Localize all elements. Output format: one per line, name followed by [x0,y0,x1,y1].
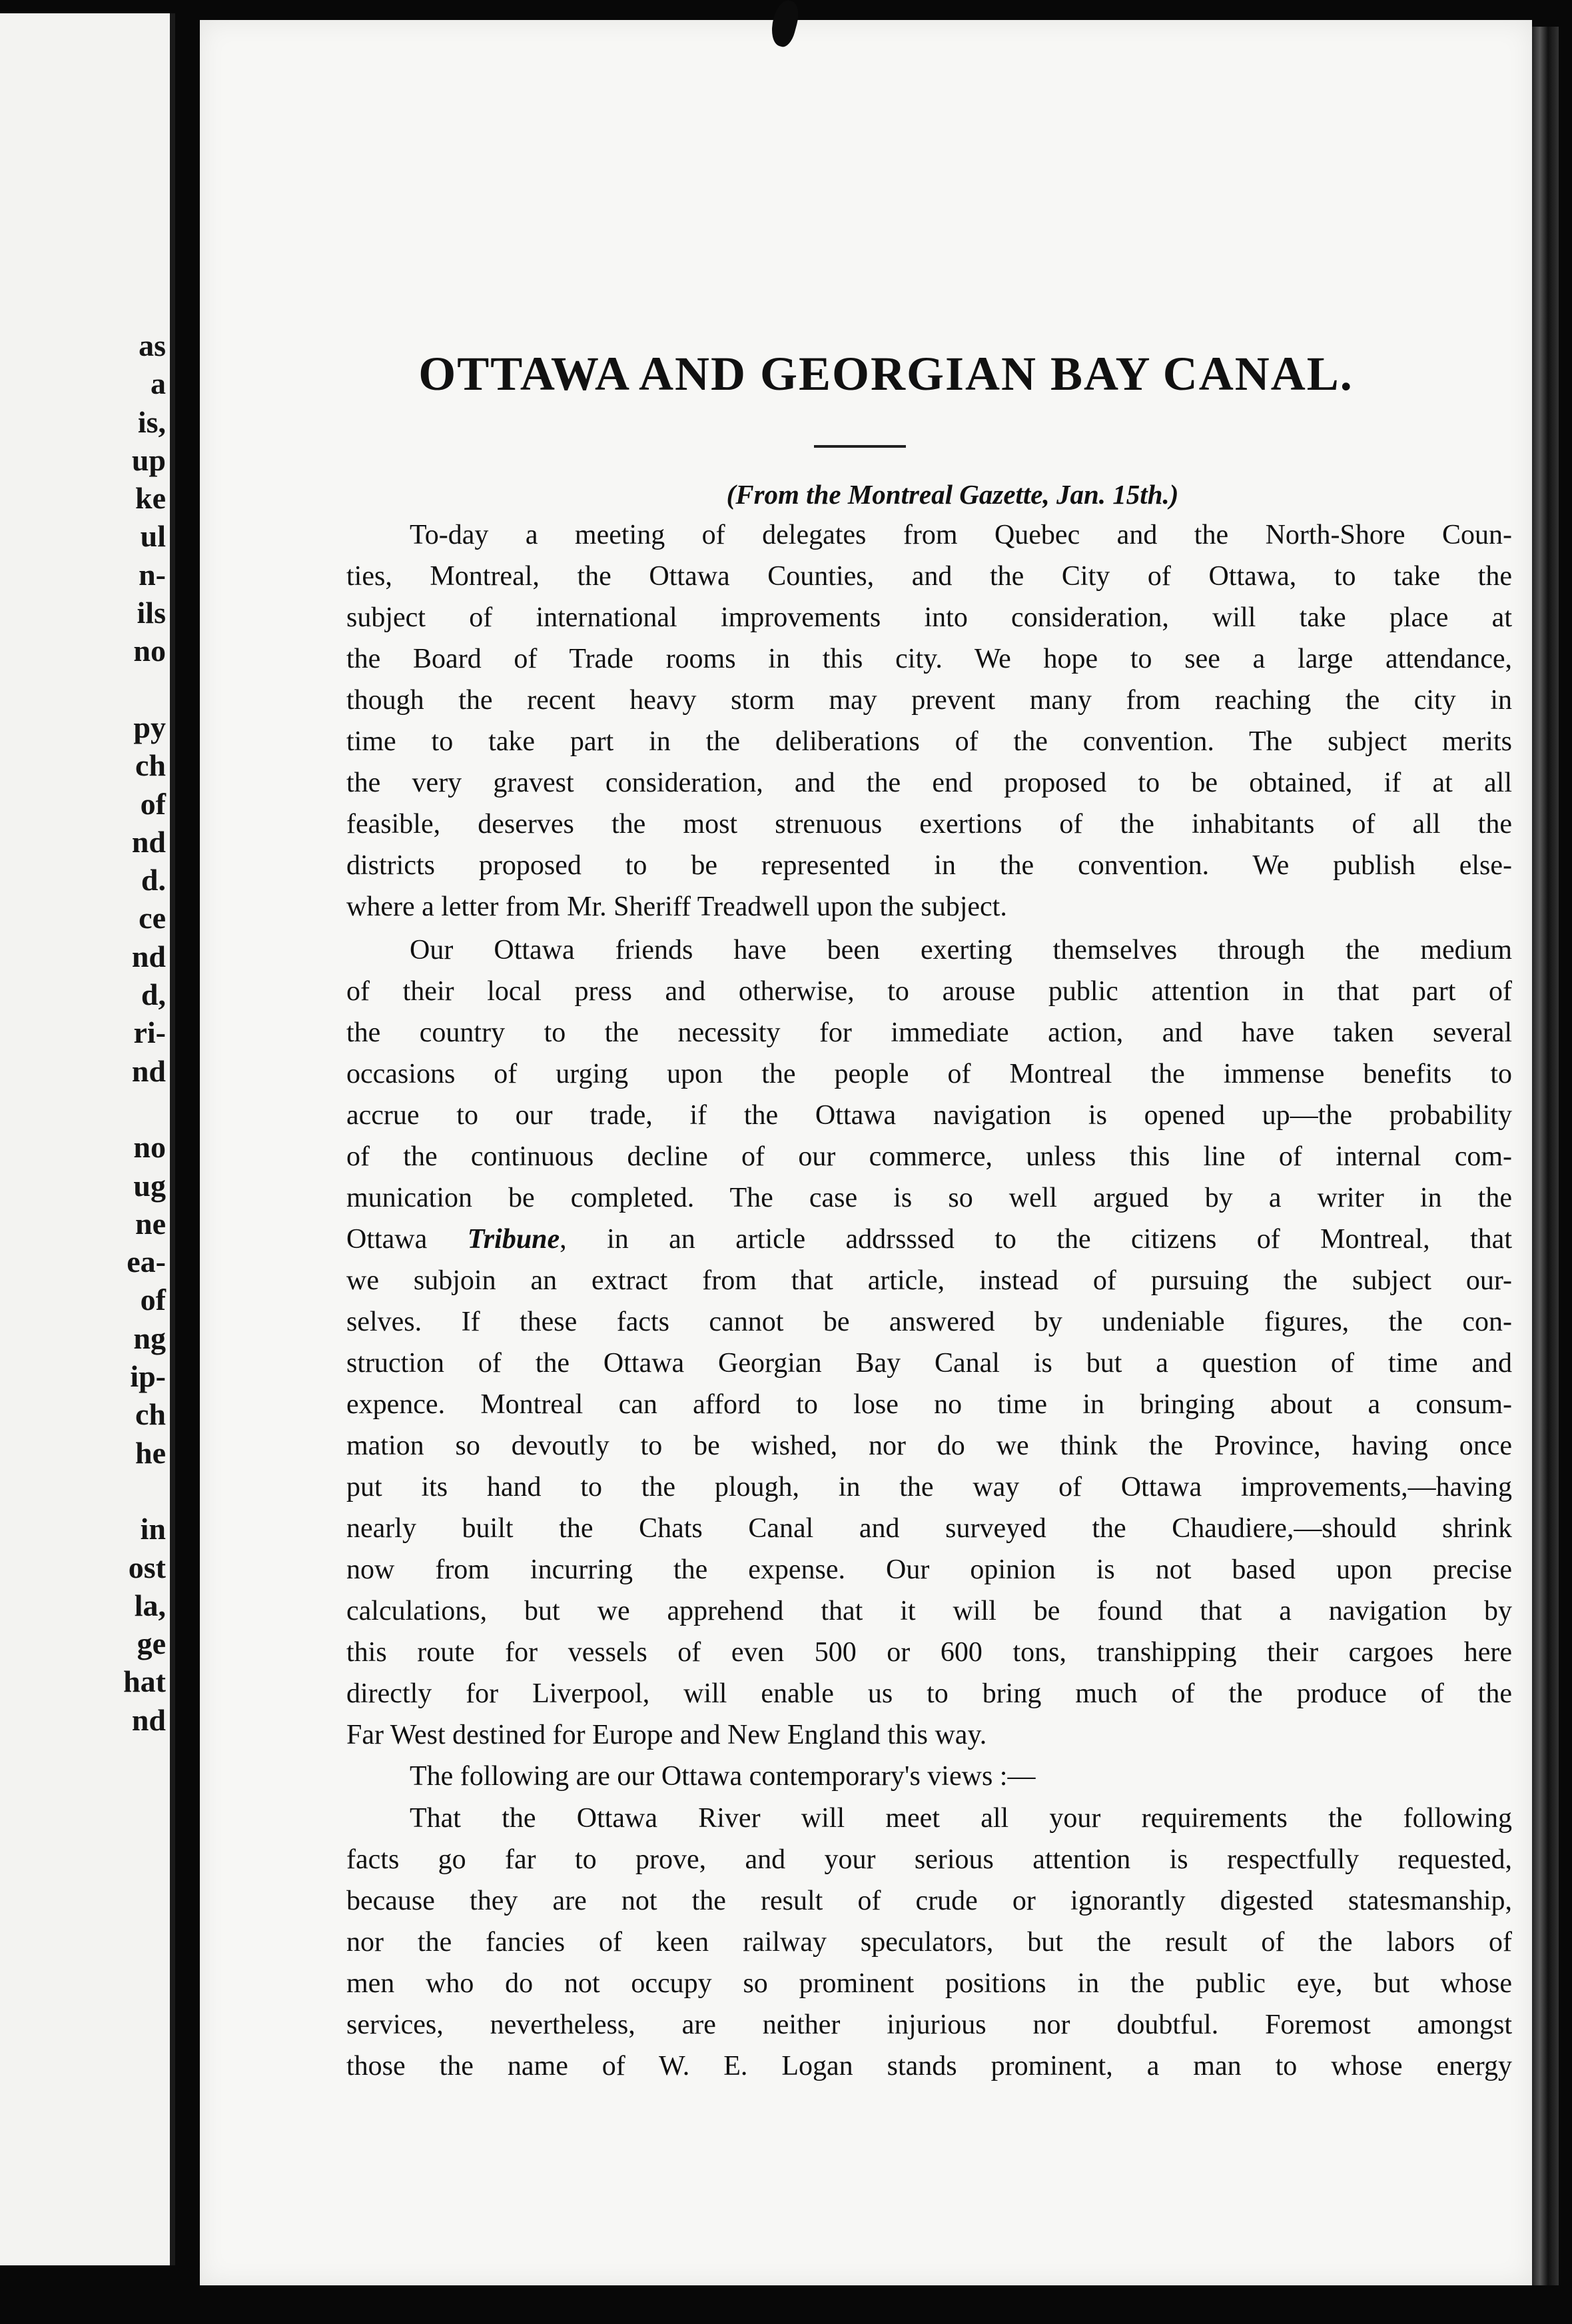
text-line: expence. Montreal can afford to lose no time in bringing about a consum- [346,1389,1512,1420]
text-line: That the Ottawa River will meet all your requirements the following [410,1803,1512,1834]
fragment-line: d, [141,977,166,1012]
fragment-line: as [139,328,166,362]
fragment-line: in [140,1512,166,1546]
fragment-line: ce [139,901,166,935]
text-line [346,1219,1512,1260]
text-line: districts proposed to be represented in the convention. We publish else- [346,850,1512,881]
text-line: put its hand to the plough, in the way of Ottawa improvements,—having [346,1472,1512,1502]
paragraph-1 [346,514,1512,927]
article-title: OTTAWA AND GEORGIAN BAY CANAL. [418,347,1354,400]
fragment-line: ge [137,1626,166,1661]
fragment-line: no [133,1130,166,1165]
text-line: this route for vessels of even 500 or 600 tons, transhipping their cargoes here [346,1637,1512,1668]
text-line: the Board of Trade rooms in this city. We hope to see a large attendance, [346,644,1512,674]
paragraph-4 [346,1798,1512,2087]
fragment-line: ch [135,748,166,783]
fragment-line: hat [123,1664,166,1699]
facing-page-text [33,326,166,1739]
paragraph-3 [346,1756,1512,1797]
page [200,20,1532,2285]
text-line: Our Ottawa friends have been exerting themselves through the medium [410,935,1512,965]
text-line: those the name of W. E. Logan stands prominent, a man to whose energy [346,2051,1512,2081]
text-line: services, nevertheless, are neither injurious nor doubtful. Foremost amongst [346,2010,1512,2040]
title-rule [814,445,906,448]
text-line: time to take part in the deliberations of the convention. The subject merits [346,726,1512,757]
text-line: directly for Liverpool, will enable us to bring much of the produce of the [346,1678,1512,1709]
fragment-line: nd [131,939,166,973]
text-line: To-day a meeting of delegates from Quebec and the North-Shore Coun- [410,520,1512,550]
fragment-line: py [133,710,166,744]
text-line: facts go far to prove, and your serious attention is respectfully requested, [346,1844,1512,1875]
text-line: the country to the necessity for immediate action, and have taken several [346,1017,1512,1048]
text-line: we subjoin an extract from that article, instead of pursuing the subject our- [346,1265,1512,1296]
page-edge [1532,27,1559,2285]
fragment-line: ul [140,519,166,554]
fragment-line: ri- [133,1015,166,1050]
fragment-line: no [133,634,166,668]
text-run: Ottawa [346,1224,468,1255]
fragment-line: of [140,1283,166,1317]
text-line: struction of the Ottawa Georgian Bay Canal is but a question of time and [346,1348,1512,1379]
fragment-line: up [131,442,166,477]
text-line: men who do not occupy so prominent positions in the public eye, but whose [346,1968,1512,1999]
paragraph-2 [346,929,1512,1756]
text-line: because they are not the result of crude or ignorantly digested statesmanship, [346,1886,1512,1916]
text-line: subject of international improvements into consideration, will take place at [346,602,1512,633]
fragment-line [33,1472,166,1510]
newspaper-name: Tribune [467,1224,560,1255]
text-line: now from incurring the expense. Our opinion is not based upon precise [346,1554,1512,1585]
text-line: calculations, but we apprehend that it will be found that a navigation by [346,1596,1512,1626]
fragment-line: n- [139,557,166,592]
text-line: nor the fancies of keen railway speculators, but the result of the labors of [346,1927,1512,1958]
text-line: mation so devoutly to be wished, nor do we think the Province, having once [346,1431,1512,1461]
text-line: feasible, deserves the most strenuous exertions of the inhabitants of all the [346,809,1512,840]
fragment-line: nd [131,1702,166,1737]
text-line: ties, Montreal, the Ottawa Counties, and the City of Ottawa, to take the [346,561,1512,592]
fragment-line: ost [128,1550,166,1584]
fragment-line: ch [135,1397,166,1432]
fragment-line: nd [131,824,166,859]
fragment-line: ip- [130,1359,166,1394]
fragment-line: ng [133,1321,166,1355]
fragment-line [33,1090,166,1128]
text-line: nearly built the Chats Canal and surveyed the Chaudiere,—should shrink [346,1513,1512,1544]
text-line: accrue to our trade, if the Ottawa navigation is opened up—the probability [346,1100,1512,1131]
article-source: (From the Montreal Gazette, Jan. 15th.) [726,479,1179,510]
text-run: , in an article addrsssed to the citizens of Montreal, that [560,1224,1512,1255]
fragment-line [33,670,166,708]
text-line: Far West destined for Europe and New England this way. [346,1720,987,1750]
fragment-line: ne [135,1206,166,1241]
fragment-line: is, [137,404,166,439]
fragment-line: ug [133,1168,166,1203]
text-line: munication be completed. The case is so well argued by a writer in the [346,1183,1512,1213]
text-line: though the recent heavy storm may prevent many from reaching the city in [346,685,1512,716]
text-line: where a letter from Mr. Sheriff Treadwell upon the subject. [346,891,1007,922]
fragment-line: of [140,786,166,821]
text-line: occasions of urging upon the people of Montreal the immense benefits to [346,1059,1512,1089]
fragment-line: ils [137,596,166,630]
fragment-line: ea- [127,1245,166,1279]
fragment-line: la, [134,1588,166,1622]
text-line: of the continuous decline of our commerce, unless this line of internal com- [346,1141,1512,1172]
fragment-line: d. [141,863,166,897]
text-line: The following are our Ottawa contemporary's views :— [410,1761,1036,1792]
text-line: of their local press and otherwise, to arouse public attention in that part of [346,976,1512,1007]
facing-page-fragment [0,13,175,2265]
fragment-line: a [151,366,166,401]
fragment-line: nd [131,1053,166,1088]
text-line: selves. If these facts cannot be answered by undeniable figures, the con- [346,1307,1512,1337]
text-line: the very gravest consideration, and the end proposed to be obtained, if at all [346,768,1512,798]
fragment-line: he [135,1435,166,1470]
fragment-line: ke [135,481,166,516]
